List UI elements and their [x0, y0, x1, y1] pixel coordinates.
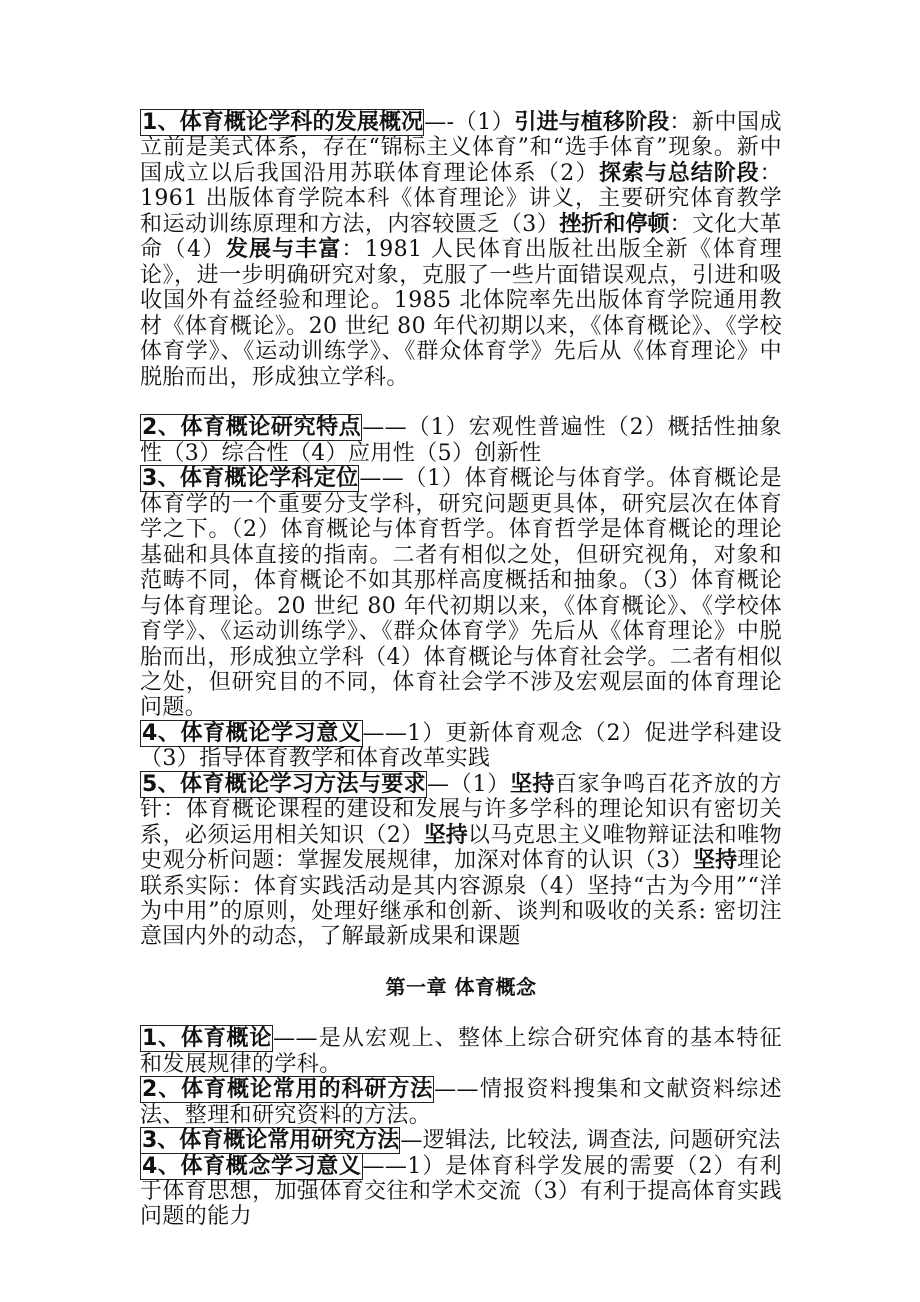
bold-stage-3: 挫折和停顿 — [559, 211, 670, 237]
paragraph-study-significance — [140, 721, 782, 772]
bold-adhere-2: 坚持 — [423, 822, 468, 848]
spacer — [140, 390, 782, 415]
term-box-study-significance: 4、体育概论学习意义 — [142, 720, 362, 746]
paragraph-concept-significance — [140, 1154, 782, 1230]
term-box-concept-significance: 4、体育概念学习意义 — [142, 1153, 362, 1179]
text-run: ——（1）体育概论与体育学。体育概论是体育学的一个重要分支学科，研究问题更具体，研究层次在体育学之下。（2）体育概论与体育哲学。体育哲学是体育概论的理论基础和具体直接的指南。二者有相似之处，但研究视角，对象和范畴不同，体育概论不如其那样高度概括和抽象。（3）体育概论与体育理论。20 世纪 80 年代初期以来，《体育概论》、《学校体育学》、《运动训练学》、《群众体育学》先后从《体育理论》中脱胎而出，形成独立学科（4）体育概论与体育社会学。二者有相似之处，但研究目的不同，体育社会学不涉及宏观层面的体育理论问题。 — [140, 466, 782, 721]
text-run: —（1） — [426, 771, 511, 797]
spacer — [140, 1001, 782, 1026]
text-run: ——1）更新体育观念（2）促进学科建设（3）指导体育教学和体育改革实践 — [140, 720, 782, 772]
paragraph-research-methods — [140, 1077, 782, 1128]
text-run: ——1）是体育科学发展的需要（2）有利于体育思想，加强体育交往和学术交流（3）有利于提高体育实践问题的能力 — [140, 1153, 782, 1230]
text-run: ：1981 人民体育出版社出版全新《体育理论》，进一步明确研究对象，克服了一些片面错误观点，引进和吸收国外有益经验和理论。1985 北体院率先出版体育学院通用教材《体育概论》。20 世纪 80 年代初期以来，《体育概论》、《学校体育学》、《运动训练学》、《群众体育学》先后从《体育理论》中脱胎而出，形成独立学科。 — [140, 237, 782, 390]
term-box-research-features: 2、体育概论研究特点 — [142, 415, 362, 441]
paragraph-common-methods — [140, 1128, 782, 1153]
spacer — [140, 950, 782, 975]
text-run: 以马克思主义唯物辩证法和唯物史观分析问题：掌握发展规律，加深对体育的认识（3） — [140, 822, 782, 874]
text-run: 理论联系实际：体育实践活动是其内容源泉（4）坚持“古为今用”“洋为中用”的原则，处理好继承和创新、谈判和吸收的关系: 密切注意国内外的动态，了解最新成果和课题 — [140, 848, 782, 950]
term-box-common-methods: 3、体育概论常用研究方法 — [142, 1128, 400, 1154]
term-box-research-methods: 2、体育概论常用的科研方法 — [142, 1077, 434, 1103]
paragraph-development-overview — [140, 110, 782, 390]
text-run: ：1961 出版体育学院本科《体育理论》讲义，主要研究体育教学和运动训练原理和方法，内容较匮乏（3） — [140, 160, 782, 237]
text-run: ——情报资料搜集和文献资料综述法、整理和研究资料的方法。 — [140, 1077, 782, 1128]
text-run: 百家争鸣百花齐放的方针：体育概论课程的建设和发展与许多学科的理论知识有密切关系，必须运用相关知识（2） — [140, 771, 782, 848]
paragraph-definition — [140, 1026, 782, 1077]
paragraph-discipline-position — [140, 466, 782, 721]
bold-adhere-3: 坚持 — [693, 848, 738, 874]
bold-stage-2: 探索与总结阶段 — [598, 160, 760, 186]
term-box-development-overview: 1、体育概论学科的发展概况 — [142, 110, 424, 135]
term-box-definition: 1、体育概论 — [142, 1026, 273, 1052]
text-run: ——是从宏观上、整体上综合研究体育的基本特征和发展规律的学科。 — [140, 1026, 782, 1077]
term-box-study-methods: 5、体育概论学习方法与要求 — [142, 771, 426, 797]
bold-stage-1: 引进与植移阶段 — [514, 110, 670, 135]
text-run: ——（1）宏观性普遍性（2）概括性抽象性（3）综合性（4）应用性（5）创新性 — [140, 415, 782, 466]
paragraph-study-methods — [140, 772, 782, 950]
bold-stage-4: 发展与丰富 — [225, 237, 342, 263]
paragraph-research-features — [140, 415, 782, 466]
chapter-heading: 第一章 体育概念 — [385, 975, 537, 1000]
document-page — [140, 110, 782, 1230]
text-run: —-（1） — [424, 110, 515, 135]
text-run: ：文化大革命（4） — [140, 211, 782, 263]
bold-adhere-1: 坚持 — [510, 771, 555, 797]
term-box-discipline-position: 3、体育概论学科定位 — [142, 466, 359, 492]
text-run: —逻辑法, 比较法, 调查法, 问题研究法 — [400, 1128, 781, 1154]
text-run: ：新中国成立前是美式体系，存在“锦标主义体育”和“选手体育”现象。新中国成立以后我国沿用苏联体育理论体系（2） — [140, 110, 782, 186]
